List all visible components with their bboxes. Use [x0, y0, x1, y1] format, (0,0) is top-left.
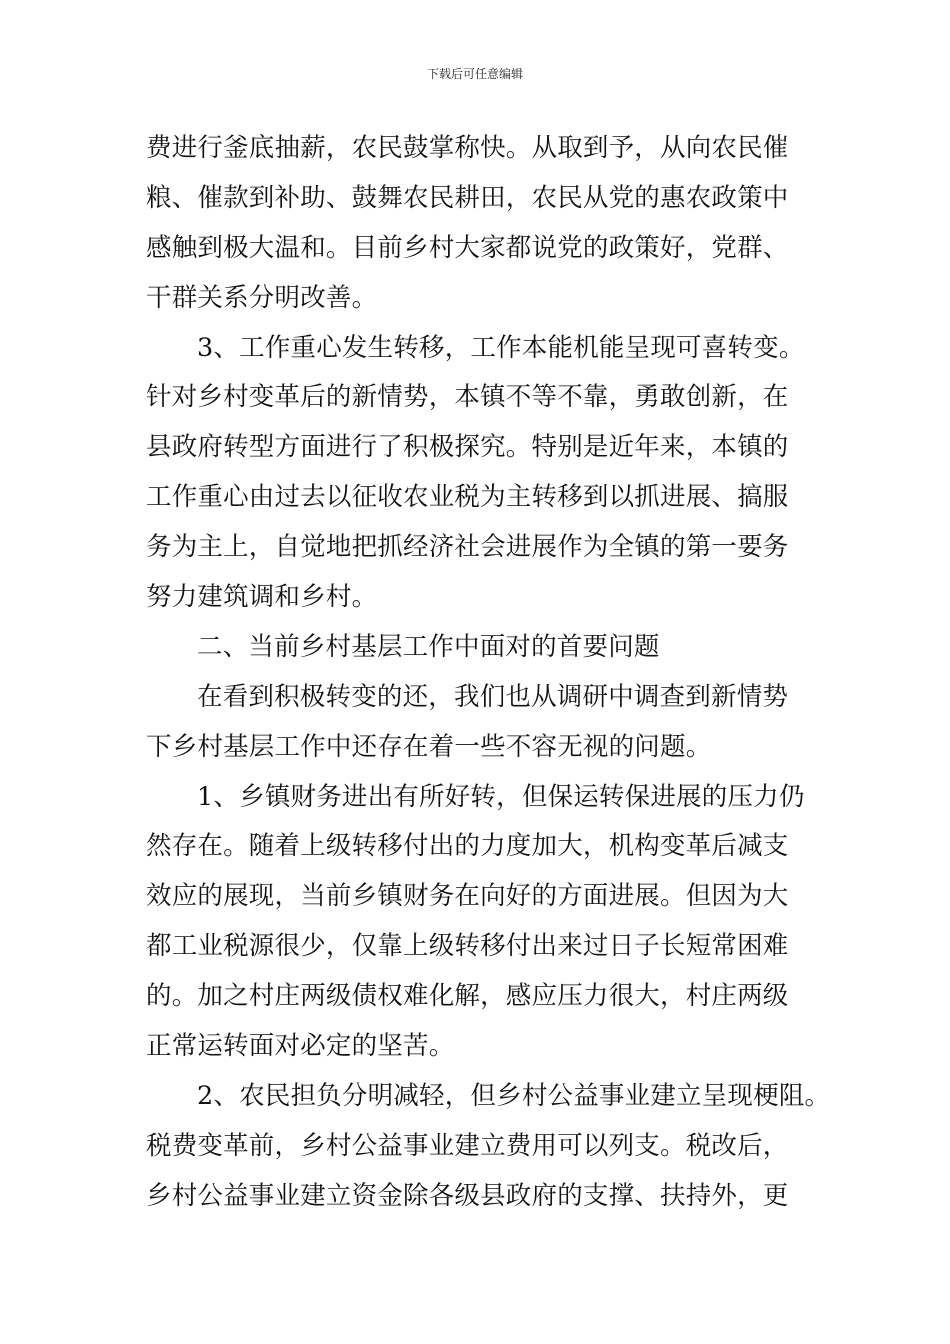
text-line: 针对乡村变革后的新情势，本镇不等不靠，勇敢创新，在 [146, 382, 789, 413]
text-line: 县政府转型方面进行了积极探究。特别是近年来，本镇的 [146, 432, 789, 463]
text-line: 2、农民担负分明减轻，但乡村公益事业建立呈现梗阻。 [197, 1080, 831, 1111]
text-line: 努力建筑调和乡村。 [146, 582, 378, 613]
document-body [146, 124, 836, 1222]
text-line: 干群关系分明改善。 [146, 282, 378, 313]
section-heading: 二、当前乡村基层工作中面对的首要问题 [197, 631, 660, 662]
text-line: 乡村公益事业建立资金除各级县政府的支撑、扶持外，更 [146, 1180, 789, 1211]
text-line: 在看到积极转变的还，我们也从调研中调查到新情势 [197, 681, 789, 712]
text-line: 然存在。随着上级转移付出的力度加大，机构变革后减支 [146, 831, 789, 862]
text-line: 效应的展现，当前乡镇财务在向好的方面进展。但因为大 [146, 881, 789, 912]
text-line: 税费变革前，乡村公益事业建立费用可以列支。税改后， [146, 1130, 789, 1161]
text-line: 感触到极大温和。目前乡村大家都说党的政策好，党群、 [146, 232, 789, 263]
text-line: 都工业税源很少，仅靠上级转移付出来过日子长短常困难 [146, 931, 789, 962]
text-line: 的。加之村庄两级债权难化解，感应压力很大，村庄两级 [146, 981, 789, 1012]
text-line: 务为主上，自觉地把抓经济社会进展作为全镇的第一要务 [146, 532, 789, 563]
text-line: 正常运转面对必定的坚苦。 [146, 1031, 455, 1062]
text-line: 工作重心由过去以征收农业税为主转移到以抓进展、搞服 [146, 482, 789, 513]
text-line: 费进行釜底抽薪，农民鼓掌称快。从取到予，从向农民催 [146, 133, 789, 163]
text-line: 3、工作重心发生转移，工作本能机能呈现可喜转变。 [197, 332, 805, 363]
text-line: 1、乡镇财务进出有所好转，但保运转保进展的压力仍 [197, 781, 805, 812]
text-line: 粮、催款到补助、鼓舞农民耕田，农民从党的惠农政策中 [146, 182, 789, 213]
page-header: 下载后可任意编辑 [426, 67, 523, 81]
text-line: 下乡村基层工作中还存在着一些不容无视的问题。 [146, 731, 712, 762]
